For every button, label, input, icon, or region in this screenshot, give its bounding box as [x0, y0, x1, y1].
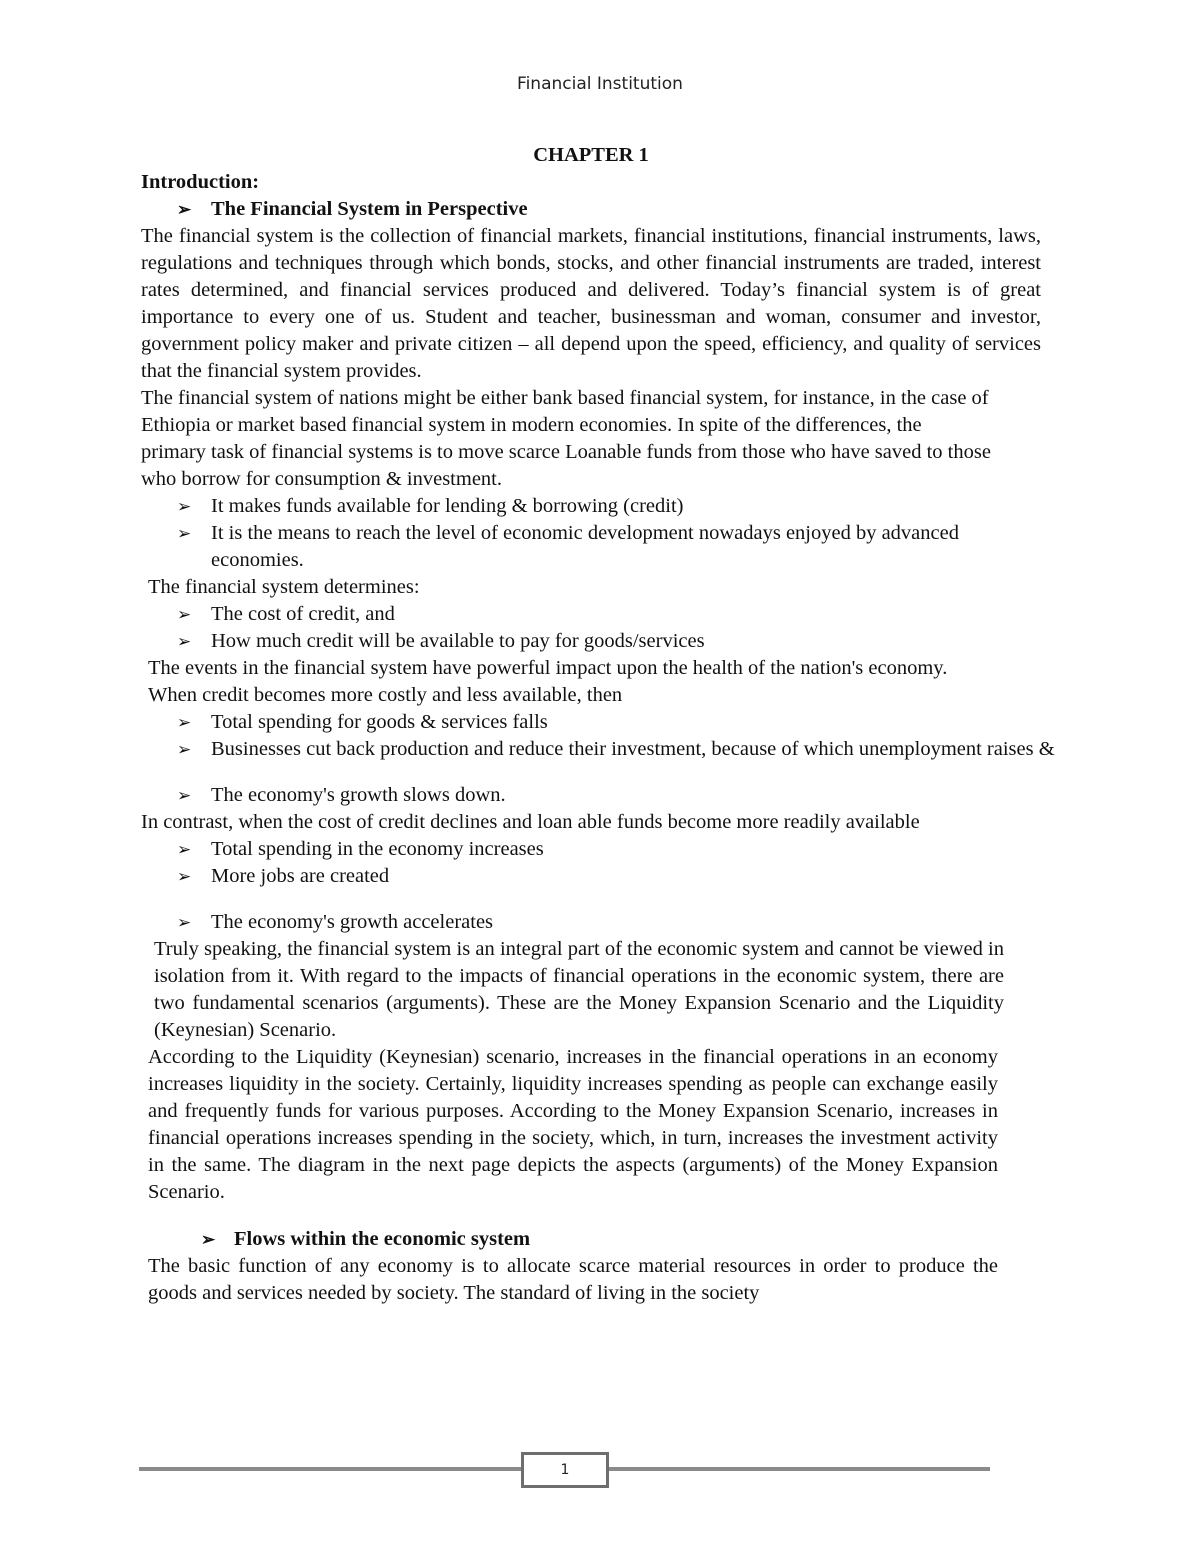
arrowhead-bullet-icon: ➢	[177, 913, 192, 932]
list-item-text: The economy's growth slows down.	[211, 784, 506, 806]
list-item-text: Businesses cut back production and reduce their investment, because of which unemployment raises &	[211, 738, 1055, 760]
paragraph: The financial system is the collection of financial markets, financial institutions, financial instruments, laws, regulations and techniques through which bonds, stocks, and other financial instruments are traded, interest rates determined, and financial services produced and delivered. Today’s financial system is of great importance to every one of us. Student and teacher, businessman and woman, consumer and investor, government policy maker and private citizen – all depend upon the speed, efficiency, and quality of services that the financial system provides.	[141, 225, 1041, 382]
list-item	[141, 628, 1041, 655]
arrowhead-bullet-icon: ➢	[177, 840, 192, 859]
list-item-text: It makes funds available for lending & borrowing (credit)	[211, 495, 684, 517]
paragraph: According to the Liquidity (Keynesian) scenario, increases in the financial operations in an economy increases liquidity in the society. Certainly, liquidity increases spending as people can exchange easily and frequently funds for various purposes. According to the Money Expansion Scenario, increases in financial operations increases spending in the society, which, in turn, increases the investment activity in the same. The diagram in the next page depicts the aspects (arguments) of the Money Expansion Scenario.	[148, 1046, 998, 1203]
list-item	[141, 493, 1041, 520]
list-item-text: It is the means to reach the level of economic development nowadays enjoyed by advanced economies.	[211, 522, 959, 571]
paragraph: Truly speaking, the financial system is an integral part of the economic system and cannot be viewed in isolation from it. With regard to the impacts of financial operations in the economic system, there are two fundamental scenarios (arguments). These are the Money Expansion Scenario and the Liquidity (Keynesian) Scenario.	[154, 938, 1004, 1041]
list-item-text: The economy's growth accelerates	[211, 911, 494, 933]
list-item-text: Total spending in the economy increases	[211, 838, 544, 860]
section-heading-text: The Financial System in Perspective	[211, 198, 528, 220]
arrowhead-bullet-icon: ➢	[177, 200, 192, 219]
list-item	[141, 520, 1041, 574]
list-item-text: More jobs are created	[211, 865, 390, 887]
paragraph: The financial system determines:	[148, 576, 420, 598]
paragraph: The financial system of nations might be either bank based financial system, for instance, in the case of Ethiopia or market based financial system in modern economies. In spite of the differences, the primary task of financial systems is to move scarce Loanable funds from those who have saved to those who borrow for consumption & investment.	[141, 387, 991, 490]
arrowhead-bullet-icon: ➢	[177, 524, 192, 543]
list-item-text: Total spending for goods & services falls	[211, 711, 548, 733]
list-item-text: How much credit will be available to pay for goods/services	[211, 630, 705, 652]
chapter-title: CHAPTER 1	[533, 144, 649, 166]
running-header: Financial Institution	[517, 74, 683, 94]
document-body	[141, 142, 1055, 1307]
list-item	[141, 782, 1041, 809]
arrowhead-bullet-icon: ➢	[177, 632, 192, 651]
list-item	[141, 836, 1041, 863]
paragraph: The events in the financial system have powerful impact upon the health of the nation's economy. When credit becomes more costly and less available, then	[148, 657, 948, 706]
section-heading-financial-system	[141, 196, 1041, 223]
arrowhead-bullet-icon: ➢	[177, 713, 192, 732]
arrowhead-bullet-icon: ➢	[177, 740, 192, 759]
section-heading-text: Flows within the economic system	[234, 1228, 531, 1250]
arrowhead-bullet-icon: ➢	[177, 867, 192, 886]
arrowhead-bullet-icon: ➢	[177, 497, 192, 516]
section-heading-flows	[141, 1226, 1041, 1253]
arrowhead-bullet-icon: ➢	[177, 786, 192, 805]
list-item-text: The cost of credit, and	[211, 603, 395, 625]
list-item	[141, 601, 1041, 628]
list-item	[141, 863, 1041, 890]
page-number: 1	[521, 1452, 609, 1488]
list-item	[141, 709, 1041, 736]
paragraph: The basic function of any economy is to allocate scarce material resources in order to produce the goods and services needed by society. The standard of living in the society	[148, 1255, 998, 1304]
introduction-heading: Introduction:	[141, 171, 260, 193]
paragraph: In contrast, when the cost of credit declines and loan able funds become more readily available	[141, 811, 920, 833]
list-item	[141, 736, 1061, 763]
list-item	[141, 909, 1041, 936]
arrowhead-bullet-icon: ➢	[201, 1230, 216, 1249]
arrowhead-bullet-icon: ➢	[177, 605, 192, 624]
